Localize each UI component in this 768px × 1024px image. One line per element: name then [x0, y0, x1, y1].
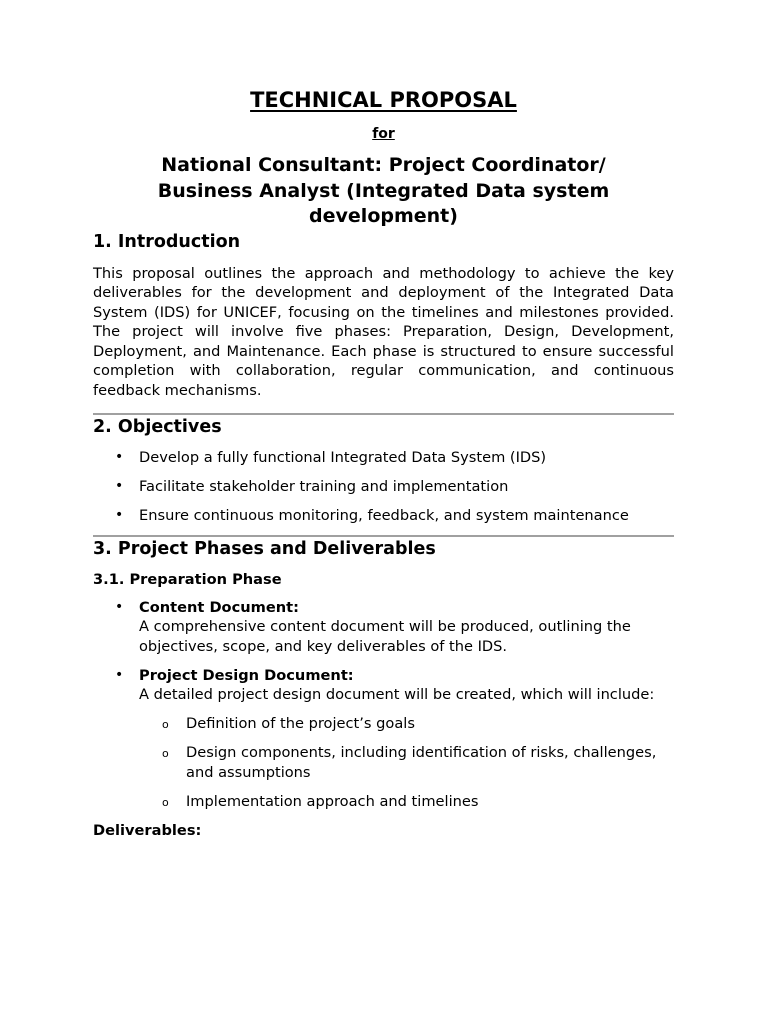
list-item: [93, 477, 674, 497]
list-item: [93, 714, 674, 734]
list-item: [93, 792, 674, 812]
list-item: [93, 743, 674, 782]
circle-bullet-icon: o: [162, 747, 169, 761]
list-item: [93, 506, 674, 526]
content-document-desc: A comprehensive content document will be produced, outlining the objectives, scope, and key deliverables of the IDS.: [139, 618, 631, 655]
list-item: [93, 598, 674, 657]
list-item-text: Develop a fully functional Integrated Data System (IDS): [139, 448, 547, 466]
list-item: [93, 666, 674, 705]
preparation-list: [93, 598, 674, 705]
document-subtitle: National Consultant: Project Coordinator/ Business Analyst (Integrated Data system development): [157, 154, 610, 227]
deliverables-label: Deliverables:: [93, 821, 202, 839]
list-item-text: Facilitate stakeholder training and implementation: [139, 477, 509, 495]
bullet-icon: •: [115, 666, 124, 683]
design-sub-list: [93, 714, 674, 811]
content-document-title: Content Document:: [139, 598, 299, 616]
bullet-icon: •: [115, 448, 124, 465]
project-design-document-desc: A detailed project design document will be created, which will include:: [139, 686, 655, 704]
objectives-list: [93, 448, 674, 526]
preparation-phase-heading: 3.1. Preparation Phase: [93, 570, 282, 588]
project-design-document-title: Project Design Document:: [139, 666, 354, 684]
bullet-icon: •: [115, 477, 124, 494]
objectives-heading: 2. Objectives: [93, 416, 222, 437]
bullet-icon: •: [115, 506, 124, 523]
list-item-text: Ensure continuous monitoring, feedback, and system maintenance: [139, 506, 629, 524]
for-label: for: [372, 126, 395, 142]
phases-heading: 3. Project Phases and Deliverables: [93, 538, 436, 559]
introduction-paragraph: This proposal outlines the approach and methodology to achieve the key deliverables for the development and deployment of the Integrated Data System (IDS) for UNICEF, focusing on the timelines and milestones provided. The project will involve five phases: Preparation, Design, Development, Deployment, and Maintenance. Each phase is structured to ensure successful completion with collaboration, regular communication, and continuous feedback mechanisms.: [93, 264, 674, 400]
circle-bullet-icon: o: [162, 795, 169, 809]
list-item: [93, 448, 674, 468]
document-title: TECHNICAL PROPOSAL: [250, 88, 517, 112]
list-item-text: Implementation approach and timelines: [186, 792, 479, 810]
introduction-heading: 1. Introduction: [93, 231, 241, 252]
circle-bullet-icon: o: [162, 718, 169, 732]
list-item-text: Definition of the project’s goals: [186, 715, 415, 733]
bullet-icon: •: [115, 598, 124, 615]
list-item-text: Design components, including identification of risks, challenges, and assumptions: [186, 744, 657, 781]
